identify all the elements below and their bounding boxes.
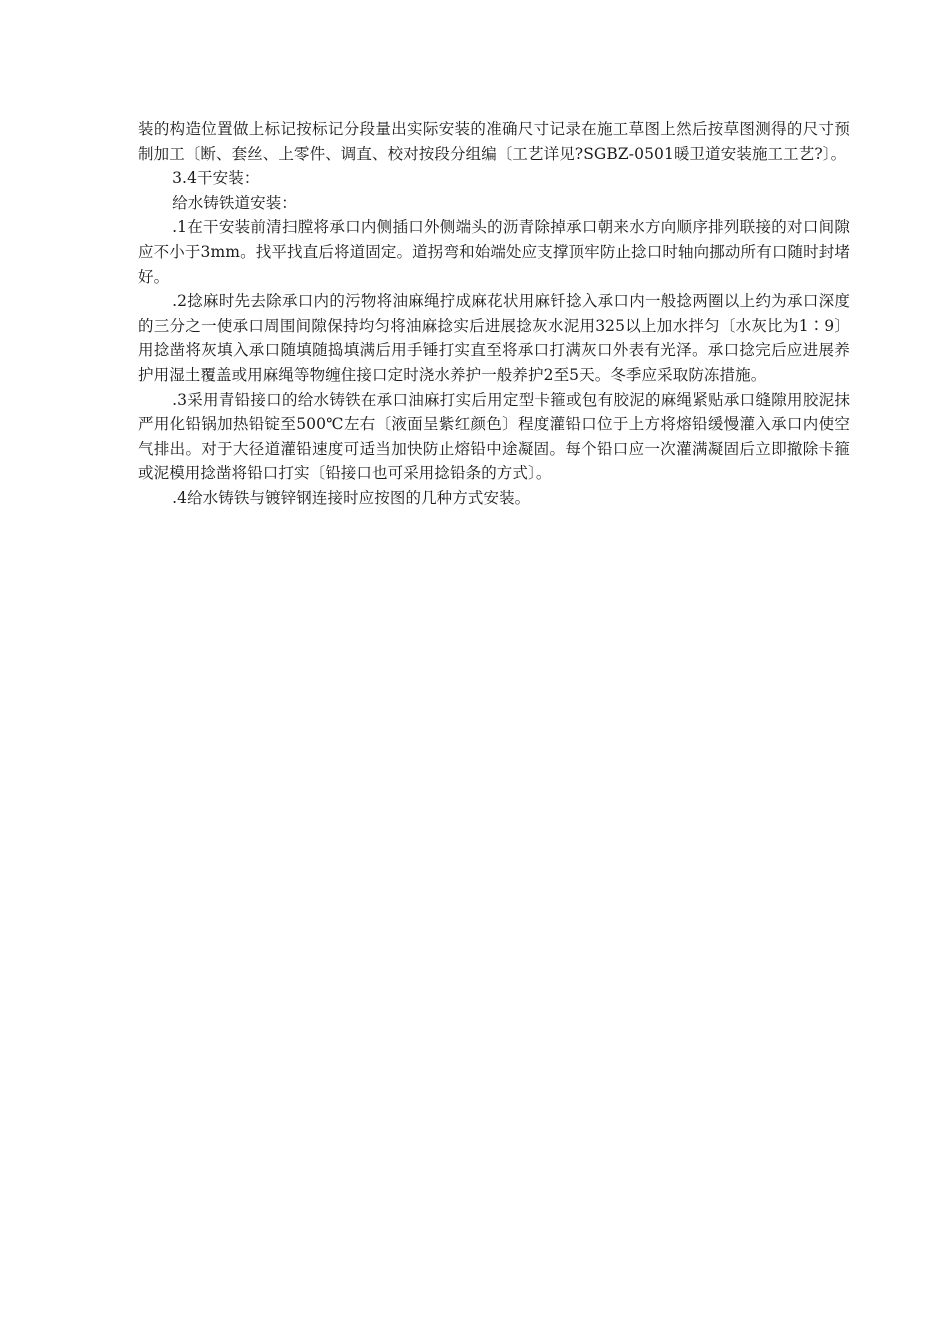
subsection-heading: 给水铸铁道安装：	[172, 193, 297, 212]
document-body	[138, 117, 850, 511]
paragraph-item-3: .3采用青铅接口的给水铸铁在承口油麻打实后用定型卡箍或包有胶泥的麻绳紧贴承口缝隙用胶泥抹严用化铅锅加热铅锭至500℃左右〔液面呈紫红颜色〕程度灌铅口位于上方将熔铅缓慢灌入承口内使空气排出。对于大径道灌铅速度可适当加快防止熔铅中途凝固。每个铅口应一次灌满凝固后立即撤除卡箍或泥模用捻凿将铅口打实〔铅接口也可采用捻铅条的方式〕。	[138, 390, 850, 483]
section-heading-3-4: 3.4干安装：	[172, 169, 260, 188]
paragraph-item-1: .1在干安装前清扫膛将承口内侧插口外侧端头的沥青除掉承口朝来水方向顺序排列联接的对口间隙应不小于3mm。找平找直后将道固定。道拐弯和始端处应支撑顶牢防止捻口时轴向挪动所有口随时封堵好。	[138, 218, 850, 286]
paragraph-item-2: .2捻麻时先去除承口内的污物将油麻绳拧成麻花状用麻钎捻入承口内一般捻两圈以上约为承口深度的三分之一使承口周围间隙保持均匀将油麻捻实后进展捻灰水泥用325以上加水拌匀〔水灰比为1∶9〕用捻凿将灰填入承口随填随捣填满后用手锤打实直至将承口打满灰口外表有光泽。承口捻完后应进展养护用湿土覆盖或用麻绳等物缠住接口定时浇水养护一般养护2至5天。冬季应采取防冻措施。	[138, 292, 850, 384]
paragraph-continuation: 装的构造位置做上标记按标记分段量出实际安装的准确尺寸记录在施工草图上然后按草图测得的尺寸预制加工〔断、套丝、上零件、调直、校对按段分组编〔工艺详见?SGBZ-0501暖卫道安装施工工艺?〕。	[138, 120, 850, 163]
paragraph-item-4: .4给水铸铁与镀锌钢连接时应按图的几种方式安装。	[172, 488, 531, 507]
